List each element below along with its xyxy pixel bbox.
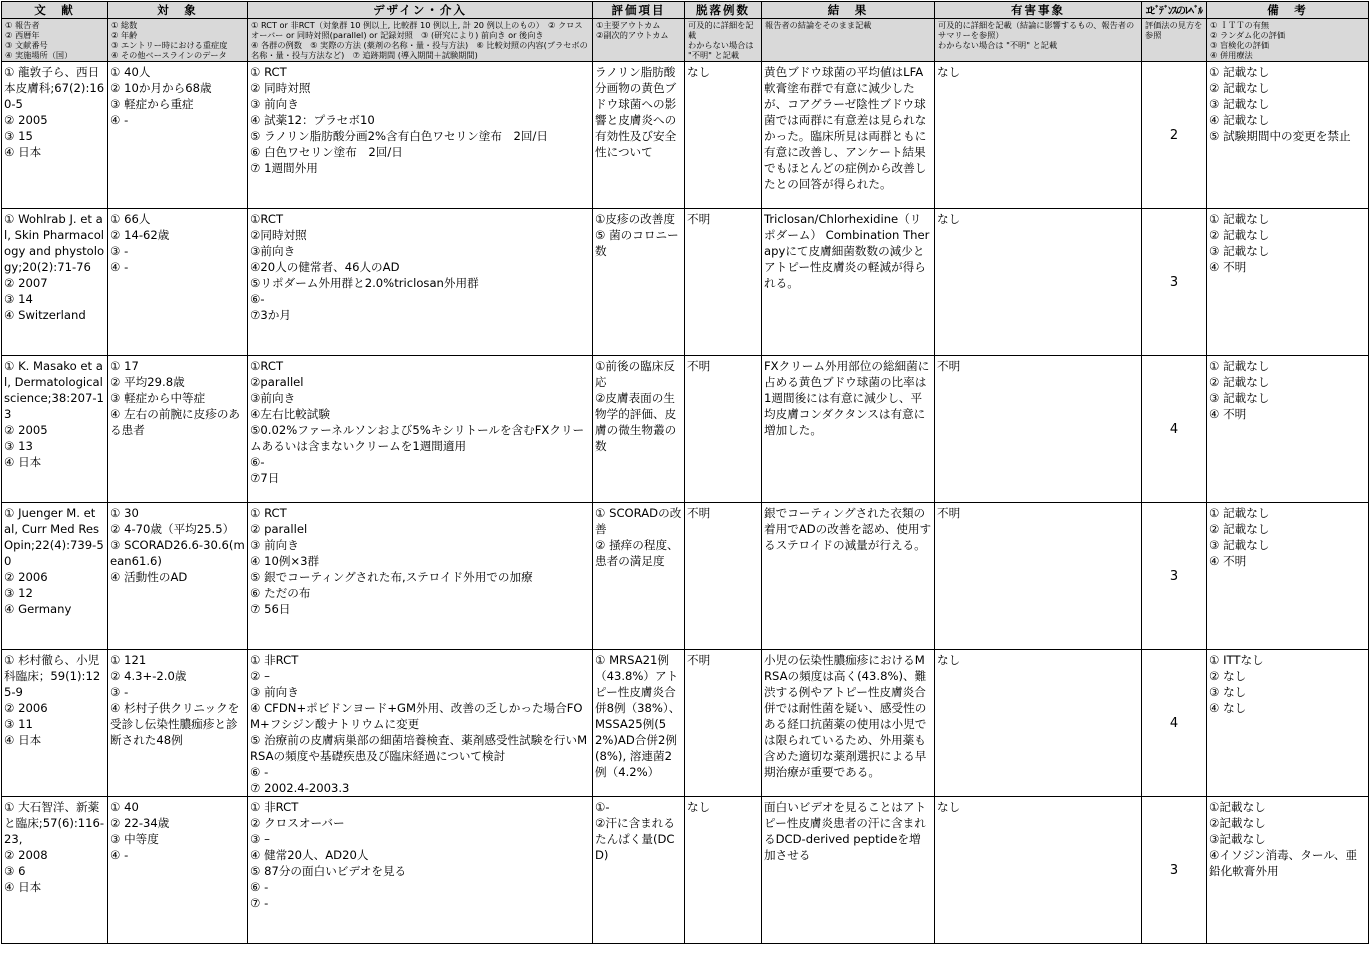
header-design: デザイン・介入 [248,2,593,19]
cell-remarks: ① ITTなし ② なし ③ なし ④ なし [1207,650,1369,797]
cell-remarks: ① 記載なし ② 記載なし ③ 記載なし ④ 不明 [1207,209,1369,356]
cell-subjects: ① 66人 ② 14-62歳 ③ - ④ - [108,209,248,356]
cell-design: ① RCT ② 同時対照 ③ 前向き ④ 試薬12：プラセボ10 ⑤ ラノリン脂肪酸分画2%含有白色ワセリン塗布 2回/日 ⑥ 白色ワセリン塗布 2回/日 ⑦ 1週間外用 [248,62,593,209]
cell-evidence-level: 3 [1142,503,1207,650]
cell-remarks: ① 記載なし ② 記載なし ③ 記載なし ④ 記載なし ⑤ 試験期間中の変更を禁止 [1207,62,1369,209]
cell-result: 小児の伝染性膿痂疹におけるMRSAの頻度は高く(43.8%)、難渋する例やアトピー性皮膚炎合併では耐性菌を疑い、感受性のある経口抗菌薬の使用は小児では限られているため、外用薬も含めた適切な薬剤選択による早期治療が重要である。 [762,650,935,797]
table-row [2,62,1369,209]
cell-outcome: ① MRSA21例（43.8%）アトピー性皮膚炎合併8例（38%）、MSSA25例(52%)AD合併2例(8%), 溶連菌2例（4.2%） [593,650,685,797]
cell-literature: ① K. Masako et al, Dermatological science;38:207-13 ② 2005 ③ 13 ④ 日本 [2,356,108,503]
table-row [2,797,1369,944]
header-subjects: 対 象 [108,2,248,19]
header-evidence-level: ｴﾋﾞﾃﾞﾝｽのﾚﾍﾞﾙ [1142,2,1207,19]
cell-design: ①RCT ②parallel ③前向き ④左右比較試験 ⑤0.02%ファーネルソンおよび5%キシリトールを含むFXクリームあるいは含まないクリームを1週間適用 ⑥- ⑦7日 [248,356,593,503]
cell-evidence-level: 4 [1142,356,1207,503]
cell-adverse: なし [935,797,1142,944]
cell-outcome: ①皮疹の改善度 ⑤ 菌のコロニー数 [593,209,685,356]
subheader-subjects: ① 総数 ② 年齢 ③ エントリー時における重症度 ④ その他ベースラインのデータ [108,19,248,62]
header-outcome: 評価項目 [593,2,685,19]
cell-design: ① RCT ② parallel ③ 前向き ④ 10例×3群 ⑤ 銀でコーティングされた布,ステロイド外用での加療 ⑥ ただの布 ⑦ 56日 [248,503,593,650]
header-row [2,2,1369,19]
cell-dropout: なし [685,62,762,209]
cell-design: ①RCT ②同時対照 ③前向き ④20人の健常者、46人のAD ⑤リポダーム外用群と2.0%triclosan外用群 ⑥- ⑦3か月 [248,209,593,356]
cell-result: 銀でコーティングされた衣類の着用でADの改善を認め、使用するステロイドの減量が行える。 [762,503,935,650]
cell-literature: ① 龍敦子ら、西日本皮膚科;67(2):160-5 ② 2005 ③ 15 ④ 日本 [2,62,108,209]
cell-adverse: なし [935,209,1142,356]
cell-dropout: 不明 [685,209,762,356]
cell-literature: ① Wohlrab J. et al, Skin Pharmacology and phystology;20(2):71-76 ② 2007 ③ 14 ④ Switzerland [2,209,108,356]
cell-subjects: ① 17 ② 平均29.8歳 ③ 軽症から中等症 ④ 左右の前腕に皮疹のある患者 [108,356,248,503]
subheader-design: ① RCT or 非RCT（対象群 10 例以上, 比較群 10 例以上, 計 20 例以上のもの） ② クロスオーバー or 同時対照(parallel) or 記録対照 ③ (研究により) 前向き or 後向き ④ 各群の例数 ⑤ 実際の方法 (薬剤の名称・量・投与方法) ⑥ 比較対照の内容(プラセボの名称・量・投与方法など) ⑦ 追跡期間 (導入期間＋試験期間) [248,19,593,62]
cell-literature: ① Juenger M. et al, Curr Med Res Opin;22(4):739-50 ② 2006 ③ 12 ④ Germany [2,503,108,650]
cell-subjects: ① 40人 ② 10か月から68歳 ③ 軽症から重症 ④ - [108,62,248,209]
cell-evidence-level: 3 [1142,209,1207,356]
subheader-adverse: 可及的に詳細を記載（結論に影響するもの、報告者のサマリーを参照） わからない場合は "不明" と記載 [935,19,1142,62]
table-row [2,209,1369,356]
cell-design: ① 非RCT ② – ③ 前向き ④ CFDN+ポビドンヨード+GM外用、改善の乏しかった場合FOM+フシジン酸ナトリウムに変更 ⑤ 治療前の皮膚病巣部の細菌培養検査、薬剤感受性試験を行いMRSAの頻度や基礎疾患及び臨床経過について検討 ⑥ - ⑦ 2002.4-2003.3 [248,650,593,797]
cell-dropout: なし [685,797,762,944]
header-dropout: 脱落例数 [685,2,762,19]
header-result: 結 果 [762,2,935,19]
table-row [2,503,1369,650]
cell-subjects: ① 121 ② 4.3+-2.0歳 ③ - ④ 杉村子供クリニックを受診し伝染性膿痂疹と診断された48例 [108,650,248,797]
header-remarks: 備 考 [1207,2,1369,19]
cell-design: ① 非RCT ② クロスオーバー ③ – ④ 健常20人、AD20人 ⑤ 87分の面白いビデオを見る ⑥ - ⑦ - [248,797,593,944]
cell-adverse: なし [935,650,1142,797]
subheader-result: 報告者の結論をそのまま記載 [762,19,935,62]
cell-dropout: 不明 [685,503,762,650]
cell-adverse: 不明 [935,503,1142,650]
cell-remarks: ①記載なし ②記載なし ③記載なし ④イソジン消毒、タール、亜鉛化軟膏外用 [1207,797,1369,944]
cell-outcome: ラノリン脂肪酸分画物の黄色ブドウ球菌への影響と皮膚炎への有効性及び安全性について [593,62,685,209]
cell-subjects: ① 40 ② 22-34歳 ③ 中等度 ④ - [108,797,248,944]
cell-remarks: ① 記載なし ② 記載なし ③ 記載なし ④ 不明 [1207,356,1369,503]
cell-remarks: ① 記載なし ② 記載なし ③ 記載なし ④ 不明 [1207,503,1369,650]
cell-evidence-level: 3 [1142,797,1207,944]
cell-adverse: 不明 [935,356,1142,503]
subheader-evidence-level: 評価法の見方を参照 [1142,19,1207,62]
cell-result: 黄色ブドウ球菌の平均値はLFA軟膏塗布群で有意に減少したが、コアグラーゼ陰性ブドウ球菌では両群に有意差は見られなかった。臨床所見は両群ともに有意に改善し、アンケート結果でもほとんどの症例から改善したとの回答が得られた。 [762,62,935,209]
cell-literature: ① 杉村徹ら、小児科臨床；59(1):125-9 ② 2006 ③ 11 ④ 日本 [2,650,108,797]
cell-result: Triclosan/Chlorhexidine（リポダーム） Combination Therapyにて皮膚細菌数数の減少とアトピー性皮膚炎の軽減が得られる。 [762,209,935,356]
cell-outcome: ① SCORADの改善 ② 掻痒の程度、患者の満足度 [593,503,685,650]
cell-outcome: ①- ②汗に含まれるたんぱく量(DCD) [593,797,685,944]
cell-evidence-level: 2 [1142,62,1207,209]
cell-adverse: なし [935,62,1142,209]
cell-result: 面白いビデオを見ることはアトピー性皮膚炎患者の汗に含まれるDCD-derived peptideを増加させる [762,797,935,944]
cell-dropout: 不明 [685,650,762,797]
subheader-literature: ① 報告者 ② 西暦年 ③ 文献番号 ④ 実施場所（国） [2,19,108,62]
subheader-dropout: 可及的に詳細を記載 わからない場合は "不明" と記載 [685,19,762,62]
header-literature: 文 献 [2,2,108,19]
table-row [2,650,1369,797]
subheader-row [2,19,1369,62]
evidence-table [1,1,1369,944]
cell-outcome: ①前後の臨床反応 ②皮膚表面の生物学的評価、皮膚の微生物叢の数 [593,356,685,503]
cell-result: FXクリーム外用部位の総細菌に占める黄色ブドウ球菌の比率は1週間後には有意に減少し、平均皮膚コンダクタンスは有意に増加した。 [762,356,935,503]
subheader-remarks: ① ＩＴＴの有無 ② ランダム化の評価 ③ 盲検化の評価 ④ 併用療法 [1207,19,1369,62]
table-row [2,356,1369,503]
header-adverse: 有害事象 [935,2,1142,19]
cell-literature: ① 大石智洋、新薬と臨床;57(6):116-23, ② 2008 ③ 6 ④ 日本 [2,797,108,944]
cell-evidence-level: 4 [1142,650,1207,797]
cell-subjects: ① 30 ② 4-70歳（平均25.5） ③ SCORAD26.6-30.6(mean61.6) ④ 活動性のAD [108,503,248,650]
cell-dropout: 不明 [685,356,762,503]
subheader-outcome: ①主要アウトカム ②副次的アウトカム [593,19,685,62]
